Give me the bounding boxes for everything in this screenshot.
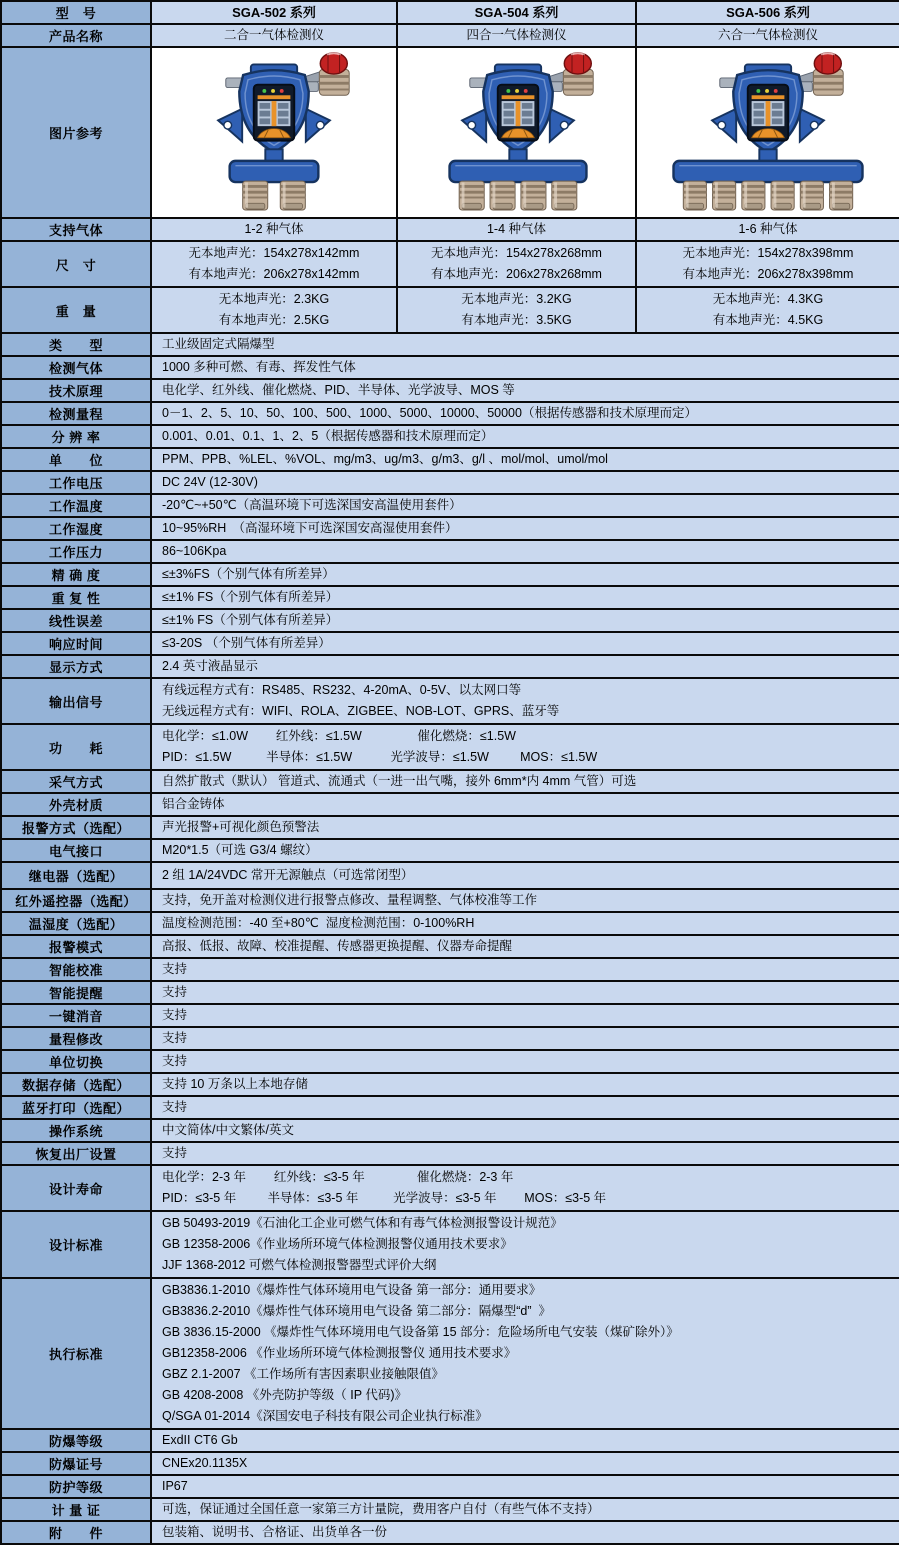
row-label-alarm-mode: 报警模式 — [1, 935, 151, 958]
value-cell — [151, 724, 899, 770]
row-dimensions — [1, 241, 899, 287]
value-line: 无本地声光：154x278x142mm — [188, 246, 360, 260]
value-line: 温度检测范围：-40 至+80℃ 湿度检测范围：0-100%RH — [162, 916, 475, 930]
value-line: 支持 — [162, 985, 188, 999]
value-line: 无本地声光：3.2KG — [461, 292, 572, 306]
row-label-data-storage-optional: 数据存储（选配） — [1, 1073, 151, 1096]
value-line: ≤±3%FS（个别气体有所差异） — [162, 567, 335, 581]
value-cell — [151, 1498, 899, 1521]
value-cell — [151, 448, 899, 471]
row-label-housing-material: 外壳材质 — [1, 793, 151, 816]
row-label-supported-gases: 支持气体 — [1, 218, 151, 241]
value-cell — [151, 1429, 899, 1452]
value-line: ≤±1% FS（个别气体有所差异） — [162, 613, 339, 627]
row-label-execution-standard: 执行标准 — [1, 1278, 151, 1429]
row-working-voltage — [1, 471, 899, 494]
row-label-explosion-proof-cert-no: 防爆证号 — [1, 1452, 151, 1475]
value-line: SGA-504 系列 — [474, 5, 559, 20]
value-cell — [397, 241, 636, 287]
row-explosion-proof-grade — [1, 1429, 899, 1452]
row-label-bluetooth-print-optional: 蓝牙打印（选配） — [1, 1096, 151, 1119]
value-line: 86~106Kpa — [162, 544, 227, 558]
row-label-electrical-interface: 电气接口 — [1, 839, 151, 862]
value-cell — [151, 471, 899, 494]
row-data-storage-optional — [1, 1073, 899, 1096]
row-product-name — [1, 24, 899, 47]
row-design-life — [1, 1165, 899, 1211]
row-label-working-pressure: 工作压力 — [1, 540, 151, 563]
value-cell — [151, 793, 899, 816]
value-cell — [151, 287, 397, 333]
value-line: PID：≤3-5 年 半导体：≤3-5 年 光学波导：≤3-5 年 MOS：≤3-5 年 — [162, 1191, 607, 1205]
value-cell — [151, 24, 397, 47]
value-line: 中文简体/中文繁体/英文 — [162, 1123, 294, 1137]
row-technology — [1, 379, 899, 402]
row-label-resolution: 分 辨 率 — [1, 425, 151, 448]
value-line: 1-4 种气体 — [486, 222, 547, 236]
row-design-standard — [1, 1211, 899, 1278]
value-cell — [397, 287, 636, 333]
row-label-protection-grade: 防护等级 — [1, 1475, 151, 1498]
row-sampling-method — [1, 770, 899, 793]
value-line: GB 4208-2008 《外壳防护等级（ IP 代码)》 — [162, 1388, 407, 1402]
value-cell — [151, 1521, 899, 1544]
row-label-repeatability: 重 复 性 — [1, 586, 151, 609]
value-line: 有本地声光：206x278x398mm — [682, 267, 854, 281]
value-line: 无本地声光：2.3KG — [218, 292, 330, 306]
value-line: 可选，保证通过全国任意一家第三方计量院，费用客户自付（有些气体不支持） — [162, 1502, 600, 1516]
row-metering-certificate — [1, 1498, 899, 1521]
value-line: Q/SGA 01-2014《深国安电子科技有限公司企业执行标准》 — [162, 1409, 488, 1423]
value-line: 10~95%RH （高湿环境下可选深国安高湿使用套件） — [162, 521, 458, 535]
row-output-signal — [1, 678, 899, 724]
value-cell — [151, 241, 397, 287]
row-label-ir-remote-optional: 红外遥控器（选配） — [1, 889, 151, 912]
row-label-unit: 单 位 — [1, 448, 151, 471]
value-cell — [151, 563, 899, 586]
row-label-accessories: 附 件 — [1, 1521, 151, 1544]
row-smart-calibration — [1, 958, 899, 981]
row-label-working-temperature: 工作温度 — [1, 494, 151, 517]
value-cell — [151, 655, 899, 678]
row-working-pressure — [1, 540, 899, 563]
row-label-response-time: 响应时间 — [1, 632, 151, 655]
value-line: GB3836.1-2010《爆炸性气体环境用电气设备 第一部分：通用要求》 — [162, 1283, 542, 1297]
value-line: DC 24V (12-30V) — [162, 475, 258, 489]
value-line: 有本地声光：206x278x142mm — [188, 267, 360, 281]
value-line: 高报、低报、故障、校准提醒、传感器更换提醒、仪器寿命提醒 — [162, 939, 513, 953]
row-alarm-method-optional — [1, 816, 899, 839]
row-label-type: 类 型 — [1, 333, 151, 356]
value-line: 自然扩散式（默认） 管道式、流通式（一进一出气嘴，接外 6mm*内 4mm 气管）可选 — [162, 774, 637, 788]
value-cell — [151, 586, 899, 609]
value-cell — [151, 935, 899, 958]
value-line: 有本地声光：206x278x268mm — [431, 267, 602, 281]
value-line: 无线远程方式有：WIFI、ROLA、ZIGBEE、NOB-LOT、GPRS、蓝牙等 — [162, 704, 560, 718]
value-cell — [151, 494, 899, 517]
spec-table-body — [1, 1, 899, 1544]
value-line: 有本地声光：3.5KG — [461, 313, 572, 327]
value-cell — [151, 379, 899, 402]
value-line: 1-6 种气体 — [738, 222, 798, 236]
value-line: 电化学：≤1.0W 红外线：≤1.5W 催化燃烧：≤1.5W — [162, 729, 516, 743]
value-cell — [636, 1, 899, 24]
value-line: GB3836.2-2010《爆炸性气体环境用电气设备 第二部分：隔爆型“d” 》 — [162, 1304, 551, 1318]
value-line: ExdII CT6 Gb — [162, 1433, 238, 1447]
row-detected-gas — [1, 356, 899, 379]
row-label-range: 检测量程 — [1, 402, 151, 425]
row-explosion-proof-cert-no — [1, 1452, 899, 1475]
row-label-power-consumption: 功 耗 — [1, 724, 151, 770]
value-cell — [151, 540, 899, 563]
row-execution-standard — [1, 1278, 899, 1429]
row-label-temp-humidity-optional: 温湿度（选配） — [1, 912, 151, 935]
row-unit-switch — [1, 1050, 899, 1073]
value-line: 四合一气体检测仪 — [466, 28, 567, 42]
value-line: 无本地声光：154x278x268mm — [431, 246, 602, 260]
value-cell — [397, 1, 636, 24]
value-line: 二合一气体检测仪 — [223, 28, 324, 42]
value-cell — [151, 1165, 899, 1211]
row-label-metering-certificate: 计 量 证 — [1, 1498, 151, 1521]
row-factory-reset — [1, 1142, 899, 1165]
row-electrical-interface — [1, 839, 899, 862]
row-alarm-mode — [1, 935, 899, 958]
row-range — [1, 402, 899, 425]
row-label-working-humidity: 工作湿度 — [1, 517, 151, 540]
value-line: PPM、PPB、%LEL、%VOL、mg/m3、ug/m3、g/m3、g/l 、mol/mol、umol/mol — [162, 452, 608, 466]
row-weight — [1, 287, 899, 333]
row-label-design-standard: 设计标准 — [1, 1211, 151, 1278]
gas-detector-illustration — [648, 49, 888, 211]
row-bluetooth-print-optional — [1, 1096, 899, 1119]
value-line: 电化学、红外线、催化燃烧、PID、半导体、光学波导、MOS 等 — [162, 383, 515, 397]
product-image-2-in-1 — [151, 47, 397, 218]
row-accessories — [1, 1521, 899, 1544]
row-label-weight: 重 量 — [1, 287, 151, 333]
row-label-image-reference: 图片参考 — [1, 47, 151, 218]
value-line: ≤±1% FS（个别气体有所差异） — [162, 590, 339, 604]
row-image-reference — [1, 47, 899, 218]
row-label-detected-gas: 检测气体 — [1, 356, 151, 379]
value-line: SGA-506 系列 — [726, 5, 810, 20]
row-one-key-mute — [1, 1004, 899, 1027]
value-line: 有线远程方式有：RS485、RS232、4-20mA、0-5V、以太网口等 — [162, 683, 522, 697]
value-cell — [151, 1142, 899, 1165]
value-line: 2.4 英寸液晶显示 — [162, 659, 258, 673]
value-cell — [151, 609, 899, 632]
row-label-output-signal: 输出信号 — [1, 678, 151, 724]
value-line: SGA-502 系列 — [232, 5, 316, 20]
value-line: GB12358-2006 《作业场所环境气体检测报警仪 通用技术要求》 — [162, 1346, 517, 1360]
product-image-6-in-1 — [636, 47, 899, 218]
value-cell — [151, 356, 899, 379]
value-cell — [151, 678, 899, 724]
row-label-smart-reminder: 智能提醒 — [1, 981, 151, 1004]
value-line: CNEx20.1135X — [162, 1456, 248, 1470]
row-label-accuracy: 精 确 度 — [1, 563, 151, 586]
value-line: 支持，免开盖对检测仪进行报警点修改、量程调整、气体校准等工作 — [162, 893, 538, 907]
gas-detector-illustration — [398, 49, 636, 211]
row-power-consumption — [1, 724, 899, 770]
value-line: 无本地声光：4.3KG — [712, 292, 824, 306]
value-line: ≤3-20S （个别气体有所差异） — [162, 636, 331, 650]
row-label-model: 型 号 — [1, 1, 151, 24]
value-cell — [151, 632, 899, 655]
row-smart-reminder — [1, 981, 899, 1004]
value-line: 支持 — [162, 962, 188, 976]
value-line: 支持 — [162, 1008, 188, 1022]
value-line: 包装箱、说明书、合格证、出货单各一份 — [162, 1525, 388, 1539]
row-label-factory-reset: 恢复出厂设置 — [1, 1142, 151, 1165]
row-working-temperature — [1, 494, 899, 517]
product-image-4-in-1 — [397, 47, 636, 218]
row-label-technology: 技术原理 — [1, 379, 151, 402]
row-working-humidity — [1, 517, 899, 540]
value-cell — [151, 862, 899, 889]
value-line: 铝合金铸体 — [162, 797, 225, 811]
value-line: 工业级固定式隔爆型 — [162, 337, 275, 351]
row-label-smart-calibration: 智能校准 — [1, 958, 151, 981]
row-label-one-key-mute: 一键消音 — [1, 1004, 151, 1027]
row-label-explosion-proof-grade: 防爆等级 — [1, 1429, 151, 1452]
value-line: 0－1、2、5、10、50、100、500、1000、5000、10000、50000（根据传感器和技术原理而定） — [162, 406, 697, 420]
value-cell — [151, 1050, 899, 1073]
value-line: GB 3836.15-2000 《爆炸性气体环境用电气设备第 15 部分：危险场所电气安装（煤矿除外）》 — [162, 1325, 679, 1339]
value-cell — [151, 958, 899, 981]
row-ir-remote-optional — [1, 889, 899, 912]
value-cell — [151, 1004, 899, 1027]
value-cell — [151, 1027, 899, 1050]
gas-detector-illustration — [154, 49, 394, 211]
row-label-display: 显示方式 — [1, 655, 151, 678]
value-cell — [151, 1452, 899, 1475]
row-type — [1, 333, 899, 356]
row-label-linearity-error: 线性误差 — [1, 609, 151, 632]
value-cell — [151, 1, 397, 24]
value-line: -20℃~+50℃（高温环境下可选深国安高温使用套件） — [162, 498, 462, 512]
value-line: GBZ 2.1-2007 《工作场所有害因素职业接触限值》 — [162, 1367, 444, 1381]
value-cell — [151, 218, 397, 241]
value-cell — [151, 1475, 899, 1498]
value-line: 有本地声光：2.5KG — [218, 313, 330, 327]
value-line: 声光报警+可视化颜色预警法 — [162, 820, 320, 834]
row-unit — [1, 448, 899, 471]
value-cell — [397, 24, 636, 47]
value-cell — [636, 24, 899, 47]
row-label-operating-system: 操作系统 — [1, 1119, 151, 1142]
value-cell — [151, 889, 899, 912]
value-cell — [151, 981, 899, 1004]
value-cell — [151, 770, 899, 793]
value-cell — [397, 218, 636, 241]
value-line: 0.001、0.01、0.1、1、2、5（根据传感器和技术原理而定） — [162, 429, 494, 443]
value-cell — [151, 1278, 899, 1429]
value-line: JJF 1368-2012 可燃气体检测报警器型式评价大纲 — [162, 1258, 437, 1272]
value-cell — [151, 912, 899, 935]
row-temp-humidity-optional — [1, 912, 899, 935]
value-cell — [151, 1073, 899, 1096]
value-line: PID：≤1.5W 半导体：≤1.5W 光学波导：≤1.5W MOS：≤1.5W — [162, 750, 598, 764]
row-label-range-modification: 量程修改 — [1, 1027, 151, 1050]
value-line: 支持 — [162, 1146, 188, 1160]
row-response-time — [1, 632, 899, 655]
value-line: GB 12358-2006《作业场所环境气体检测报警仪通用技术要求》 — [162, 1237, 513, 1251]
row-relay-optional — [1, 862, 899, 889]
value-cell — [151, 816, 899, 839]
value-cell — [636, 287, 899, 333]
row-supported-gases — [1, 218, 899, 241]
row-housing-material — [1, 793, 899, 816]
value-line: 无本地声光：154x278x398mm — [682, 246, 854, 260]
row-label-dimensions: 尺 寸 — [1, 241, 151, 287]
value-line: 1000 多种可燃、有毒、挥发性气体 — [162, 360, 356, 374]
value-cell — [636, 218, 899, 241]
value-line: 支持 — [162, 1054, 188, 1068]
value-cell — [151, 333, 899, 356]
value-line: 有本地声光：4.5KG — [712, 313, 824, 327]
row-protection-grade — [1, 1475, 899, 1498]
row-label-design-life: 设计寿命 — [1, 1165, 151, 1211]
row-resolution — [1, 425, 899, 448]
value-cell — [151, 1119, 899, 1142]
value-cell — [636, 241, 899, 287]
value-cell — [151, 1211, 899, 1278]
row-repeatability — [1, 586, 899, 609]
value-line: 支持 10 万条以上本地存储 — [162, 1077, 308, 1091]
value-line: 1-2 种气体 — [244, 222, 304, 236]
value-line: 2 组 1A/24VDC 常开无源触点（可选常闭型） — [162, 868, 414, 882]
row-label-sampling-method: 采气方式 — [1, 770, 151, 793]
row-operating-system — [1, 1119, 899, 1142]
row-label-unit-switch: 单位切换 — [1, 1050, 151, 1073]
row-label-working-voltage: 工作电压 — [1, 471, 151, 494]
row-accuracy — [1, 563, 899, 586]
value-line: GB 50493-2019《石油化工企业可燃气体和有毒气体检测报警设计规范》 — [162, 1216, 563, 1230]
value-cell — [151, 425, 899, 448]
value-line: 支持 — [162, 1100, 188, 1114]
value-line: M20*1.5（可选 G3/4 螺纹） — [162, 843, 318, 857]
value-line: 支持 — [162, 1031, 188, 1045]
row-linearity-error — [1, 609, 899, 632]
value-line: 六合一气体检测仪 — [717, 28, 818, 42]
row-display — [1, 655, 899, 678]
row-label-relay-optional: 继电器（选配） — [1, 862, 151, 889]
value-cell — [151, 1096, 899, 1119]
row-label-product-name: 产品名称 — [1, 24, 151, 47]
value-line: 电化学：2-3 年 红外线：≤3-5 年 催化燃烧：2-3 年 — [162, 1170, 514, 1184]
row-label-alarm-method-optional: 报警方式（选配） — [1, 816, 151, 839]
value-cell — [151, 517, 899, 540]
row-range-modification — [1, 1027, 899, 1050]
value-cell — [151, 402, 899, 425]
value-line: IP67 — [162, 1479, 188, 1493]
row-model — [1, 1, 899, 24]
value-cell — [151, 839, 899, 862]
